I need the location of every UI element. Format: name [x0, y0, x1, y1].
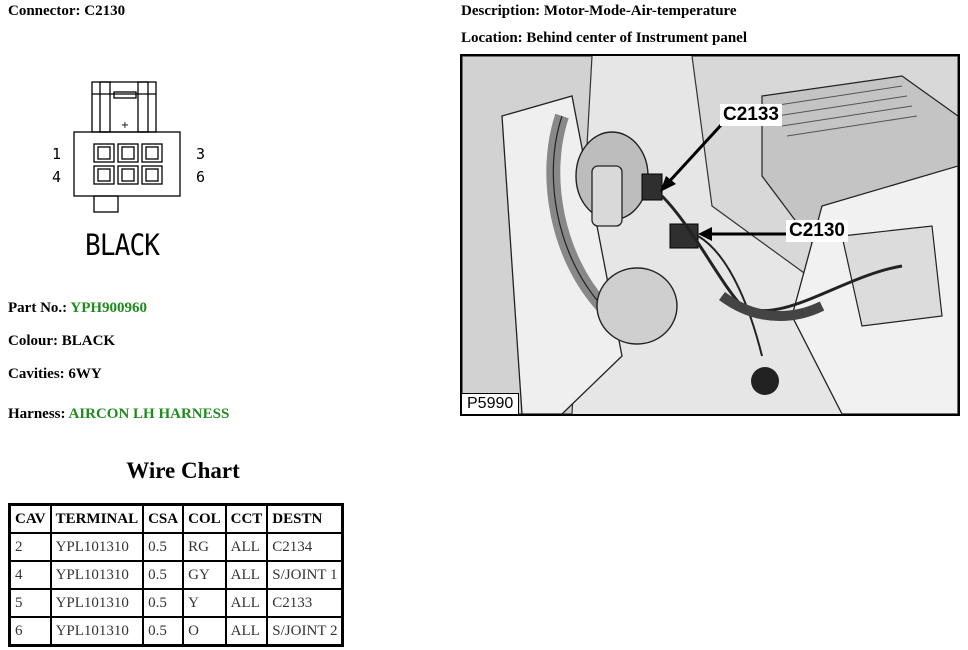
- pin-number-6: 6: [196, 168, 206, 186]
- pin-number-4: 4: [52, 168, 62, 186]
- cell-terminal: YPL101310: [51, 617, 144, 646]
- cell-destn: C2133: [267, 589, 343, 617]
- cell-csa: 0.5: [143, 533, 183, 561]
- callout-c2130: C2130: [786, 220, 848, 242]
- cavities-line: [8, 366, 102, 383]
- table-row: [10, 533, 343, 561]
- cell-cav: 2: [10, 533, 51, 561]
- cell-col: GY: [183, 561, 226, 589]
- wire-chart-table: [8, 503, 344, 647]
- cell-cav: 5: [10, 589, 51, 617]
- location-value: Behind center of Instrument panel: [526, 30, 747, 46]
- connector-value: C2130: [84, 3, 126, 19]
- table-row: [10, 561, 343, 589]
- cell-terminal: YPL101310: [51, 589, 144, 617]
- connector-line: [8, 3, 125, 20]
- cell-cav: 4: [10, 561, 51, 589]
- part-no-link[interactable]: YPH900960: [70, 300, 148, 316]
- cell-terminal: YPL101310: [51, 533, 144, 561]
- cell-destn: S/JOINT 1: [267, 561, 343, 589]
- table-header-row: [10, 505, 343, 534]
- part-no-line: [8, 300, 147, 317]
- cell-destn: S/JOINT 2: [267, 617, 343, 646]
- colour-label: Colour:: [8, 333, 58, 349]
- cell-col: O: [183, 617, 226, 646]
- pin-number-1: 1: [52, 145, 62, 163]
- cell-col: RG: [183, 533, 226, 561]
- colour-line: [8, 333, 115, 350]
- callout-c2133: C2133: [720, 104, 782, 126]
- cell-terminal: YPL101310: [51, 561, 144, 589]
- wire-chart-title: Wire Chart: [126, 458, 240, 483]
- header-csa: CSA: [143, 505, 183, 534]
- description-line: [461, 3, 737, 20]
- location-photo-illustration: [462, 56, 958, 414]
- header-cav: CAV: [10, 505, 51, 534]
- cell-destn: C2134: [267, 533, 343, 561]
- cell-csa: 0.5: [143, 561, 183, 589]
- table-row: [10, 617, 343, 646]
- pin-number-3: 3: [196, 145, 206, 163]
- header-destn: DESTN: [267, 505, 343, 534]
- cell-cct: ALL: [226, 617, 268, 646]
- harness-line: [8, 406, 229, 423]
- description-value: Motor-Mode-Air-temperature: [543, 3, 737, 19]
- cell-col: Y: [183, 589, 226, 617]
- connector-label: Connector:: [8, 3, 81, 19]
- location-label: Location:: [461, 30, 523, 46]
- cell-csa: 0.5: [143, 617, 183, 646]
- svg-text:+: +: [120, 120, 130, 131]
- photo-reference: P5990: [462, 393, 519, 414]
- cell-cct: ALL: [226, 533, 268, 561]
- connector-colour-caption: BLACK: [85, 228, 160, 262]
- description-label: Description:: [461, 3, 541, 19]
- cell-csa: 0.5: [143, 589, 183, 617]
- colour-value: BLACK: [61, 333, 116, 349]
- location-photo: [460, 54, 960, 416]
- part-no-label: Part No.:: [8, 300, 68, 316]
- connector-face-diagram: [48, 78, 208, 218]
- location-line: [461, 30, 747, 47]
- header-terminal: TERMINAL: [51, 505, 144, 534]
- harness-label: Harness:: [8, 406, 66, 422]
- header-col: COL: [183, 505, 226, 534]
- cell-cct: ALL: [226, 589, 268, 617]
- cavities-value: 6WY: [68, 366, 102, 382]
- table-row: [10, 589, 343, 617]
- harness-link[interactable]: AIRCON LH HARNESS: [68, 406, 230, 422]
- cell-cav: 6: [10, 617, 51, 646]
- cavities-label: Cavities:: [8, 366, 65, 382]
- cell-cct: ALL: [226, 561, 268, 589]
- header-cct: CCT: [226, 505, 268, 534]
